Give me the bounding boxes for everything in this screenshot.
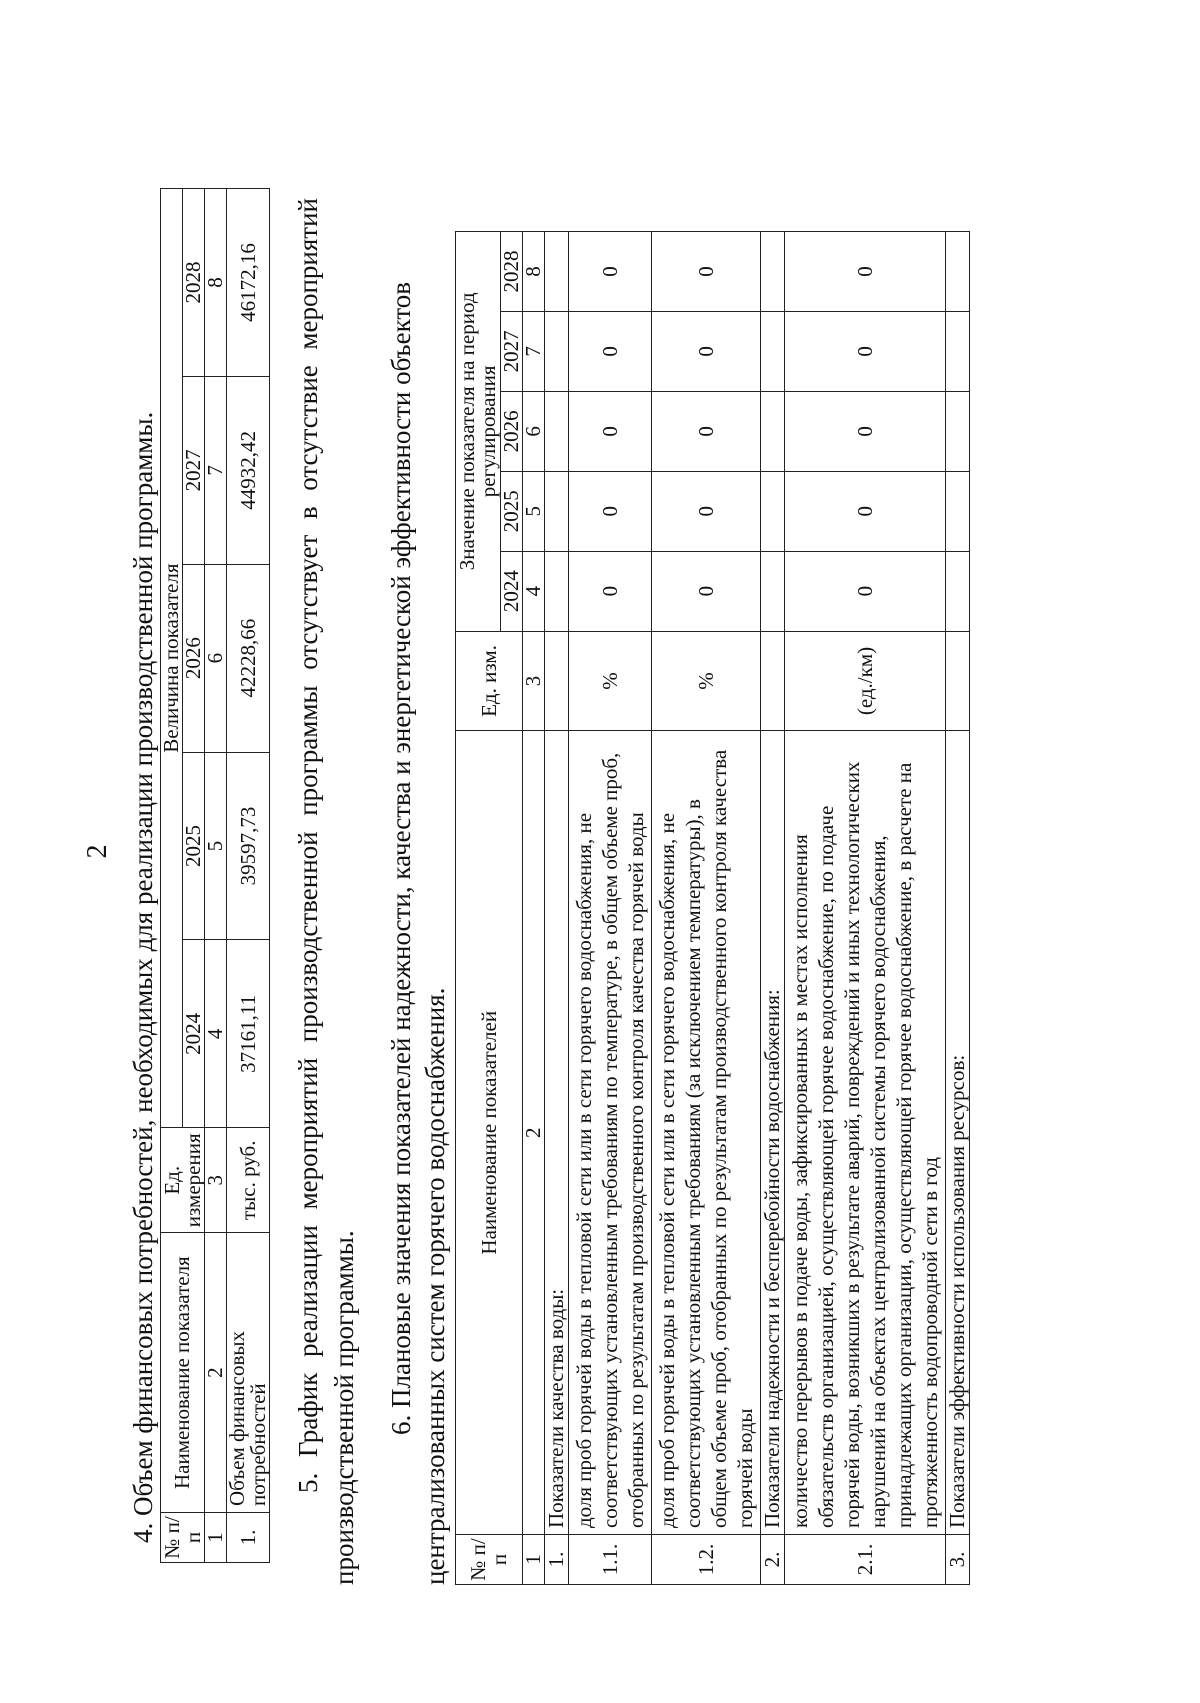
group-unit: [545, 631, 569, 731]
year-2026: 2026: [183, 564, 205, 752]
value-2028: 46172,16: [227, 189, 270, 377]
col-number: 7: [205, 376, 227, 564]
value-2028: 0: [569, 232, 652, 312]
header-num: № п/п: [456, 1535, 523, 1585]
value-2025: 39597,73: [227, 752, 270, 940]
value-2024: 37161,11: [227, 940, 270, 1128]
row-name: Объем финансовых потребностей: [227, 1233, 270, 1513]
year-2027: 2027: [501, 311, 523, 391]
group-cell: [761, 391, 785, 471]
group-cell: [761, 311, 785, 391]
group-cell: [946, 311, 970, 391]
value-2026: 0: [652, 391, 761, 471]
value-2026: 0: [785, 391, 946, 471]
year-2025: 2025: [183, 752, 205, 940]
group-label: Показатели качества воды:: [545, 731, 569, 1535]
header-value-group: Величина показателя: [161, 189, 183, 1128]
row-unit: %: [652, 631, 761, 731]
year-2024: 2024: [183, 940, 205, 1128]
group-label: Показатели эффективности использования ресурсов:: [946, 731, 970, 1535]
value-2024: 0: [785, 551, 946, 631]
value-2027: 0: [652, 311, 761, 391]
group-cell: [946, 232, 970, 312]
group-cell: [545, 391, 569, 471]
group-num: 1.: [545, 1535, 569, 1585]
value-2025: 0: [785, 471, 946, 551]
value-2026: 0: [569, 391, 652, 471]
row-num: 1.2.: [652, 1535, 761, 1585]
group-unit: [761, 631, 785, 731]
col-number: 7: [523, 311, 545, 391]
group-cell: [545, 232, 569, 312]
section5-text: 5. График реализации мероприятий производственной программы отсутствует в отсутствие мероприятий производственной программы.: [293, 198, 359, 1585]
value-2028: 0: [785, 232, 946, 312]
group-num: 2.: [761, 1535, 785, 1585]
col-number: 1: [205, 1513, 227, 1563]
row-name: количество перерывов в подаче воды, зафиксированных в местах исполнения обязательств организацией, осуществляющей горячее водоснабжение, по подаче горячей воды, возникших в результате аварий, повреждений и иных технологических нарушений на объектах централизованной системы горячего водоснабжения, принадлежащих организации, осуществляющей горячее водоснабжение, в расчете на протяженность водопроводной сети в год: [785, 731, 946, 1535]
col-number: 4: [523, 551, 545, 631]
year-2025: 2025: [501, 471, 523, 551]
header-name: Наименование показателя: [161, 1233, 205, 1513]
group-cell: [946, 391, 970, 471]
value-2025: 0: [569, 471, 652, 551]
year-2026: 2026: [501, 391, 523, 471]
year-2028: 2028: [501, 232, 523, 312]
row-num: 1.: [227, 1513, 270, 1563]
col-number: 2: [523, 731, 545, 1535]
group-cell: [545, 551, 569, 631]
row-unit: тыс. руб.: [227, 1128, 270, 1233]
year-2024: 2024: [501, 551, 523, 631]
row-unit: %: [569, 631, 652, 731]
value-2027: 0: [569, 311, 652, 391]
col-number: 1: [523, 1535, 545, 1585]
group-cell: [761, 551, 785, 631]
col-number: 6: [523, 391, 545, 471]
section6-title: 6. Плановые значения показателей надежности, качества и энергетической эффективности объектов централизованных систем горячего водоснабжения.: [386, 281, 450, 1585]
page-number: 2: [82, 844, 113, 859]
value-2025: 0: [652, 471, 761, 551]
header-name: Наименование показателей: [456, 731, 523, 1535]
group-cell: [545, 471, 569, 551]
value-2027: 44932,42: [227, 376, 270, 564]
row-num: 1.1.: [569, 1535, 652, 1585]
col-number: 4: [205, 940, 227, 1128]
year-2028: 2028: [183, 189, 205, 377]
group-cell: [761, 471, 785, 551]
col-number: 3: [523, 631, 545, 731]
row-num: 2.1.: [785, 1535, 946, 1585]
group-label: Показатели надежности и бесперебойности водоснабжения:: [761, 731, 785, 1535]
financial-needs-table: [160, 188, 270, 1563]
col-number: 8: [205, 189, 227, 377]
col-number: 6: [205, 564, 227, 752]
indicators-table: [455, 230, 970, 1585]
group-cell: [946, 471, 970, 551]
group-cell: [946, 551, 970, 631]
header-unit: Ед. изм.: [456, 631, 523, 731]
col-number: 5: [523, 471, 545, 551]
header-value-group: Значение показателя на период регулирования: [456, 232, 501, 632]
group-num: 3.: [946, 1535, 970, 1585]
value-2026: 42228,66: [227, 564, 270, 752]
row-name: доля проб горячей воды в тепловой сети или в сети горячего водоснабжения, не соответствующих установленным требованиям по температуре, в общем объеме проб, отобранных по результатам производственного контроля качества горячей воды: [569, 731, 652, 1535]
group-cell: [545, 311, 569, 391]
group-cell: [761, 232, 785, 312]
col-number: 3: [205, 1128, 227, 1233]
col-number: 8: [523, 232, 545, 312]
section4-title: 4. Объем финансовых потребностей, необходимых для реализации производственной программы.: [128, 411, 158, 1543]
row-unit: (ед./км): [785, 631, 946, 731]
header-num: № п/п: [161, 1513, 205, 1563]
value-2024: 0: [569, 551, 652, 631]
col-number: 5: [205, 752, 227, 940]
value-2027: 0: [785, 311, 946, 391]
row-name: доля проб горячей воды в тепловой сети или в сети горячего водоснабжения, не соответствующих установленным требованиям (за исключением температуры), в общем объеме проб, отобранных по результатам производственного контроля качества горячей воды: [652, 731, 761, 1535]
header-unit: Ед. измерения: [161, 1128, 205, 1233]
value-2024: 0: [652, 551, 761, 631]
group-unit: [946, 631, 970, 731]
col-number: 2: [205, 1233, 227, 1513]
value-2028: 0: [652, 232, 761, 312]
year-2027: 2027: [183, 376, 205, 564]
